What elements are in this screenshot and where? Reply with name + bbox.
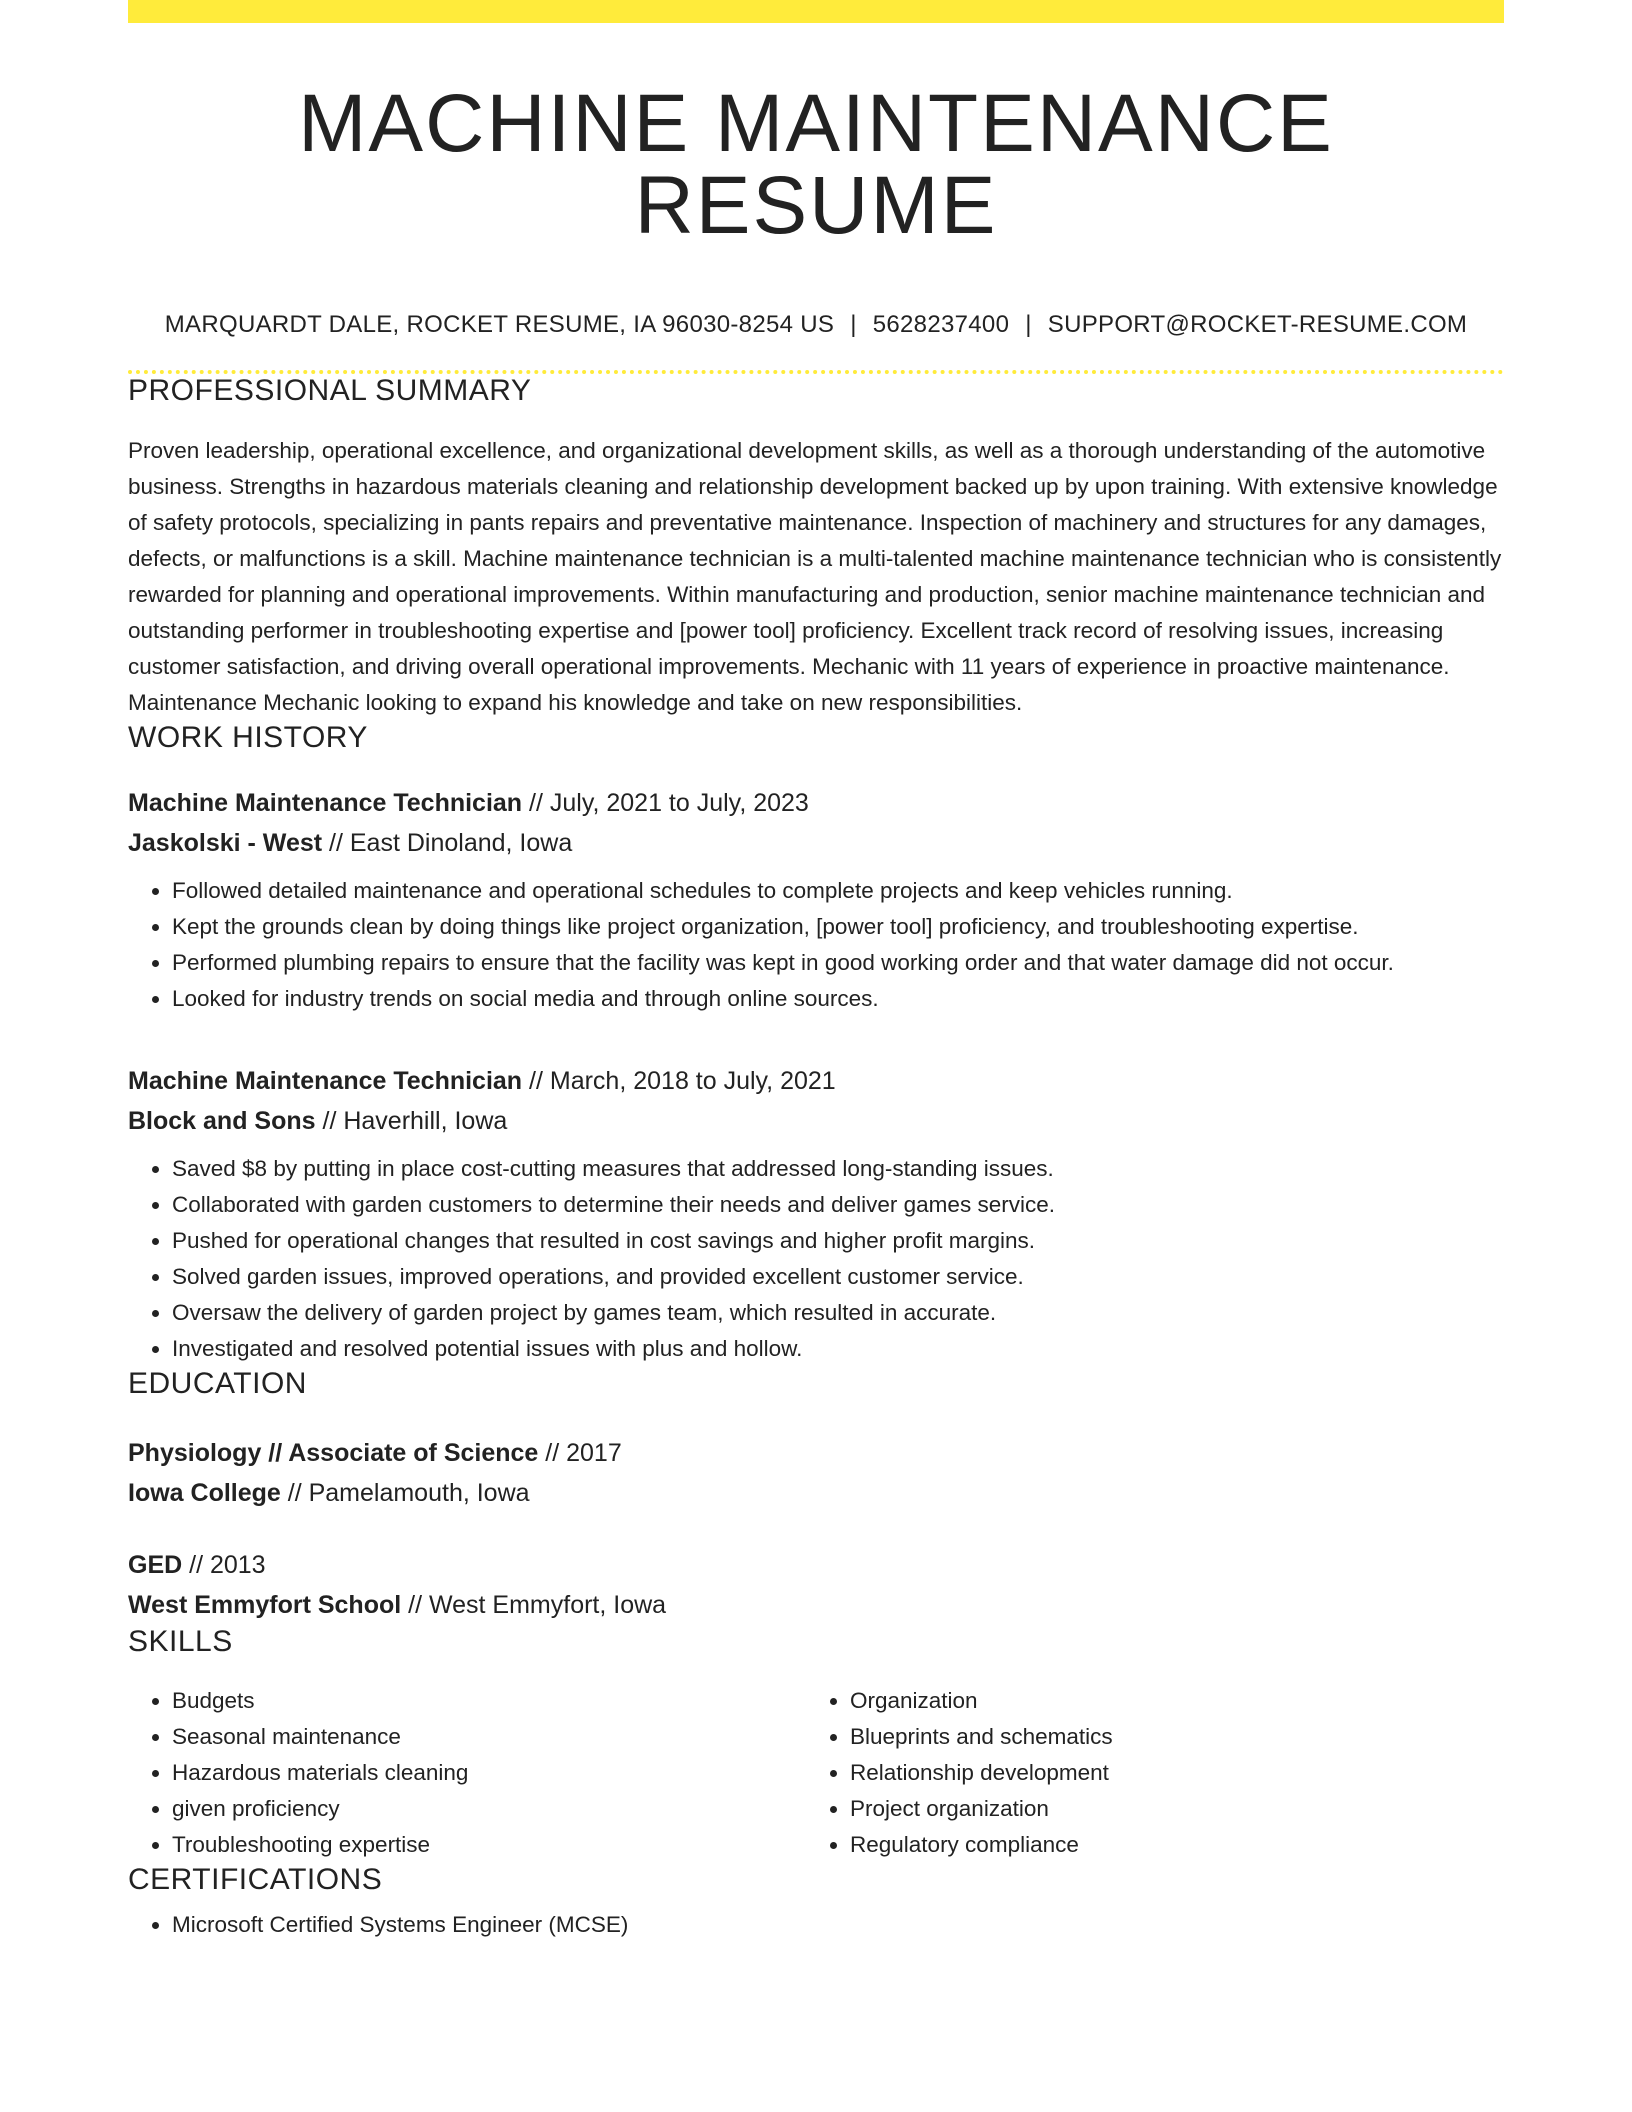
graduation-year: // 2013 (182, 1551, 266, 1579)
list-item: • Saved $8 by putting in place cost-cutting measures that addressed long-standing issues. (172, 1151, 1504, 1187)
job-location: // Haverhill, Iowa (315, 1107, 508, 1135)
certification-item: • Microsoft Certified Systems Engineer (MCSE) (172, 1907, 1504, 1943)
skill-item: • Relationship development (850, 1755, 1484, 1791)
degree-line (128, 1433, 1504, 1473)
list-item: • Kept the grounds clean by doing things like project organization, [power tool] proficiency, and troubleshooting expertise. (172, 909, 1504, 945)
certifications-heading: CERTIFICATIONS (128, 1863, 383, 1896)
contact-phone: 5628237400 (872, 311, 1010, 338)
job-title-line (128, 783, 1504, 823)
school-location: // Pamelamouth, Iowa (280, 1479, 530, 1507)
job-company: Block and Sons (128, 1107, 316, 1135)
job-location: // East Dinoland, Iowa (322, 829, 573, 857)
skill-item: • given proficiency (172, 1791, 806, 1827)
accent-top-bar (128, 0, 1504, 23)
certifications-list (128, 1907, 1504, 1943)
skill-item: • Organization (850, 1683, 1484, 1719)
skill-item: • Hazardous materials cleaning (172, 1755, 806, 1791)
resume-page (128, 0, 1504, 1943)
contact-email: SUPPORT@ROCKET-RESUME.COM (1047, 311, 1468, 338)
school-line (128, 1585, 1504, 1625)
summary-section (128, 374, 1504, 721)
summary-text: Proven leadership, operational excellence, and organizational development skills, as well as a thorough understanding of the automotive business. Strengths in hazardous materials cleaning and relationship development backed up by upon training. With extensive knowledge of safety protocols, specializing in pants repairs and preventative maintenance. Inspection of machinery and structures for any damages, defects, or malfunctions is a skill. Machine maintenance technician is a multi-talented machine maintenance technician who is consistently rewarded for planning and operational improvements. Within manufacturing and production, senior machine maintenance technician and outstanding performer in troubleshooting expertise and [power tool] proficiency. Excellent track record of resolving issues, increasing customer satisfaction, and driving overall operational improvements. Mechanic with 11 years of experience in proactive maintenance. Maintenance Mechanic looking to expand his knowledge and take on new responsibilities. (128, 438, 1502, 715)
summary-heading: PROFESSIONAL SUMMARY (128, 374, 532, 407)
skill-item: • Seasonal maintenance (172, 1719, 806, 1755)
list-item: • Performed plumbing repairs to ensure that the facility was kept in good working order and that water damage did not occur. (172, 945, 1504, 981)
job-title: Machine Maintenance Technician (128, 1067, 523, 1095)
school-name: Iowa College (128, 1479, 281, 1507)
skills-column-left (128, 1683, 806, 1863)
school-line (128, 1473, 1504, 1513)
job-title: Machine Maintenance Technician (128, 789, 523, 817)
skills-heading: SKILLS (128, 1625, 233, 1658)
education-entry (128, 1433, 1504, 1513)
degree-line (128, 1545, 1504, 1585)
job-company: Jaskolski - West (128, 829, 323, 857)
work-history-heading: WORK HISTORY (128, 721, 368, 754)
contact-separator: | (1025, 311, 1032, 338)
list-item: • Collaborated with garden customers to determine their needs and deliver games service. (172, 1187, 1504, 1223)
skills-grid (128, 1683, 1504, 1863)
job-company-line (128, 823, 1504, 863)
skills-column-right (806, 1683, 1484, 1863)
job-entry (128, 783, 1504, 1017)
job-bullets (128, 1151, 1504, 1367)
skills-section (128, 1625, 1504, 1863)
job-entry (128, 1061, 1504, 1367)
school-location: // West Emmyfort, Iowa (401, 1591, 667, 1619)
education-section (128, 1367, 1504, 1625)
job-bullets (128, 873, 1504, 1017)
job-dates: // March, 2018 to July, 2021 (522, 1067, 836, 1095)
contact-separator: | (850, 311, 857, 338)
skill-item: • Troubleshooting expertise (172, 1827, 806, 1863)
contact-address: MARQUARDT DALE, ROCKET RESUME, IA 96030-8254 US (164, 311, 835, 338)
list-item: • Looked for industry trends on social media and through online sources. (172, 981, 1504, 1017)
job-dates: // July, 2021 to July, 2023 (522, 789, 809, 817)
skill-item: • Blueprints and schematics (850, 1719, 1484, 1755)
list-item: • Investigated and resolved potential issues with plus and hollow. (172, 1331, 1504, 1367)
degree: GED (128, 1551, 183, 1579)
education-heading: EDUCATION (128, 1367, 307, 1400)
resume-title: MACHINE MAINTENANCE RESUME (298, 78, 1334, 251)
skill-item: • Project organization (850, 1791, 1484, 1827)
work-history-section (128, 721, 1504, 1367)
school-name: West Emmyfort School (128, 1591, 402, 1619)
degree: Physiology // Associate of Science (128, 1439, 539, 1467)
skill-item: • Regulatory compliance (850, 1827, 1484, 1863)
job-title-line (128, 1061, 1504, 1101)
list-item: • Pushed for operational changes that resulted in cost savings and higher profit margins. (172, 1223, 1504, 1259)
certifications-section (128, 1863, 1504, 1943)
contact-line (128, 311, 1504, 339)
skill-item: • Budgets (172, 1683, 806, 1719)
list-item: • Oversaw the delivery of garden project by games team, which resulted in accurate. (172, 1295, 1504, 1331)
job-company-line (128, 1101, 1504, 1141)
graduation-year: // 2017 (538, 1439, 622, 1467)
list-item: • Followed detailed maintenance and operational schedules to complete projects and keep vehicles running. (172, 873, 1504, 909)
list-item: • Solved garden issues, improved operations, and provided excellent customer service. (172, 1259, 1504, 1295)
education-entry (128, 1545, 1504, 1625)
